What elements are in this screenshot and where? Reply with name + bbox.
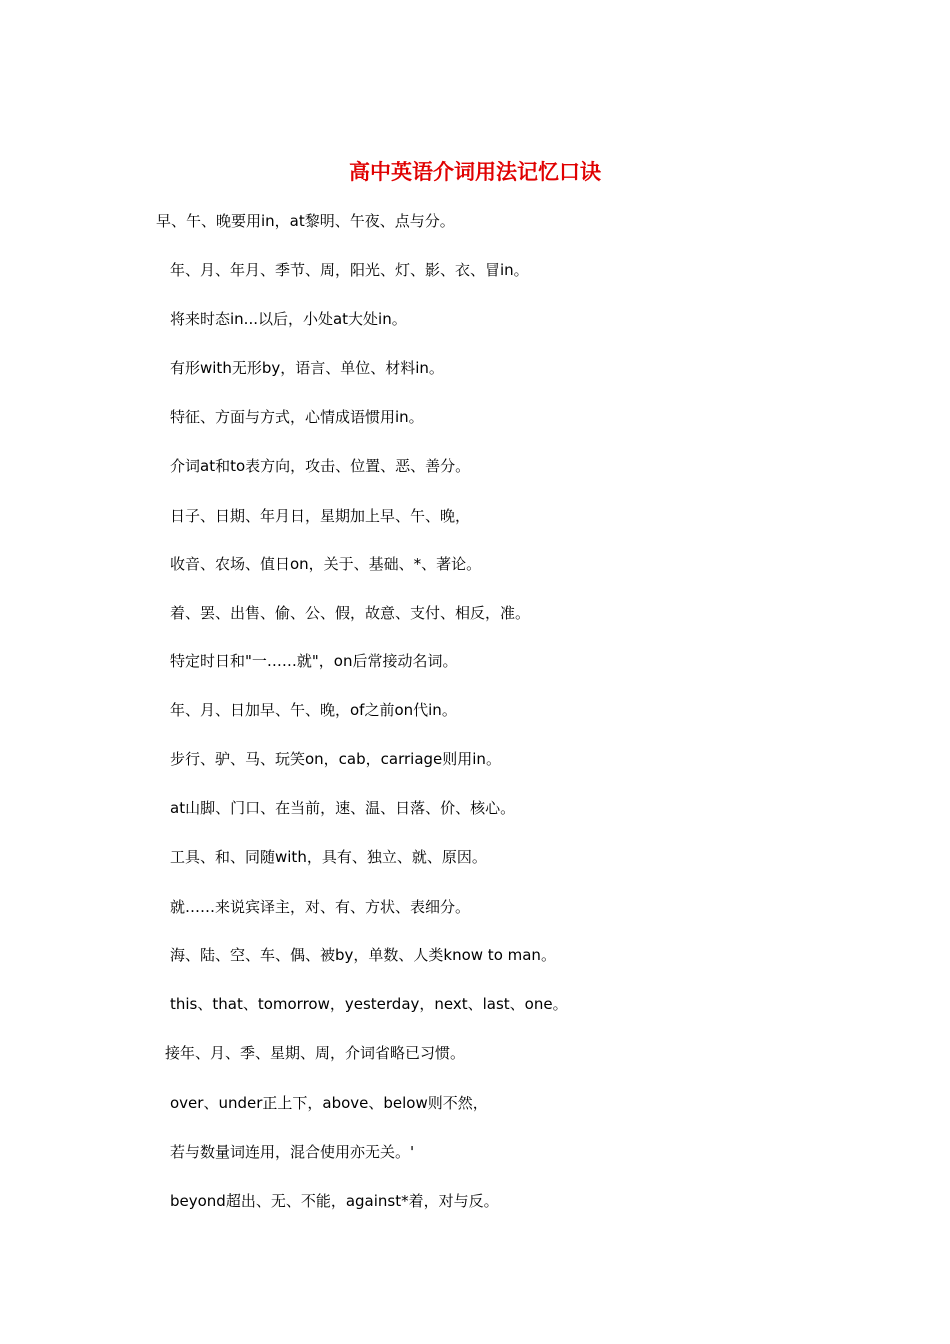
mnemonic-line: 着、罢、出售、偷、公、假，故意、支付、相反，准。 <box>170 604 531 622</box>
mnemonic-line: 收音、农场、值日on，关于、基础、*、著论。 <box>170 555 482 573</box>
mnemonic-line: 将来时态in...以后，小处at大处in。 <box>170 310 407 328</box>
mnemonic-line: 介词at和to表方向，攻击、位置、恶、善分。 <box>170 457 471 475</box>
mnemonic-line: 特定时日和"一……就"，on后常接动名词。 <box>170 652 458 670</box>
mnemonic-line: 接年、月、季、星期、周，介词省略已习惯。 <box>165 1044 466 1062</box>
mnemonic-line: 海、陆、空、车、偶、被by，单数、人类know to man。 <box>170 946 556 964</box>
mnemonic-line: 特征、方面与方式，心情成语惯用in。 <box>170 408 424 426</box>
mnemonic-line: 工具、和、同随with，具有、独立、就、原因。 <box>170 848 487 866</box>
mnemonic-line: 有形with无形by，语言、单位、材料in。 <box>170 359 444 377</box>
document-title: 高中英语介词用法记忆口诀 <box>349 159 601 184</box>
mnemonic-line: this、that、tomorrow，yesterday，next、last、one。 <box>170 995 568 1013</box>
mnemonic-line: over、under正上下，above、below则不然， <box>170 1094 488 1112</box>
mnemonic-line: 年、月、日加早、午、晚，of之前on代in。 <box>170 701 457 719</box>
mnemonic-line: 就……来说宾译主，对、有、方状、表细分。 <box>170 898 471 916</box>
mnemonic-line: 年、月、年月、季节、周，阳光、灯、影、衣、冒in。 <box>170 261 529 279</box>
mnemonic-line: 若与数量词连用，混合使用亦无关。' <box>170 1143 415 1161</box>
mnemonic-line: at山脚、门口、在当前，速、温、日落、价、核心。 <box>170 799 516 817</box>
mnemonic-line: 日子、日期、年月日，星期加上早、午、晚， <box>170 507 471 525</box>
mnemonic-line: beyond超出、无、不能，against*着，对与反。 <box>170 1192 499 1210</box>
mnemonic-line: 早、午、晚要用in，at黎明、午夜、点与分。 <box>156 212 455 230</box>
mnemonic-line: 步行、驴、马、玩笑on，cab，carriage则用in。 <box>170 750 501 768</box>
